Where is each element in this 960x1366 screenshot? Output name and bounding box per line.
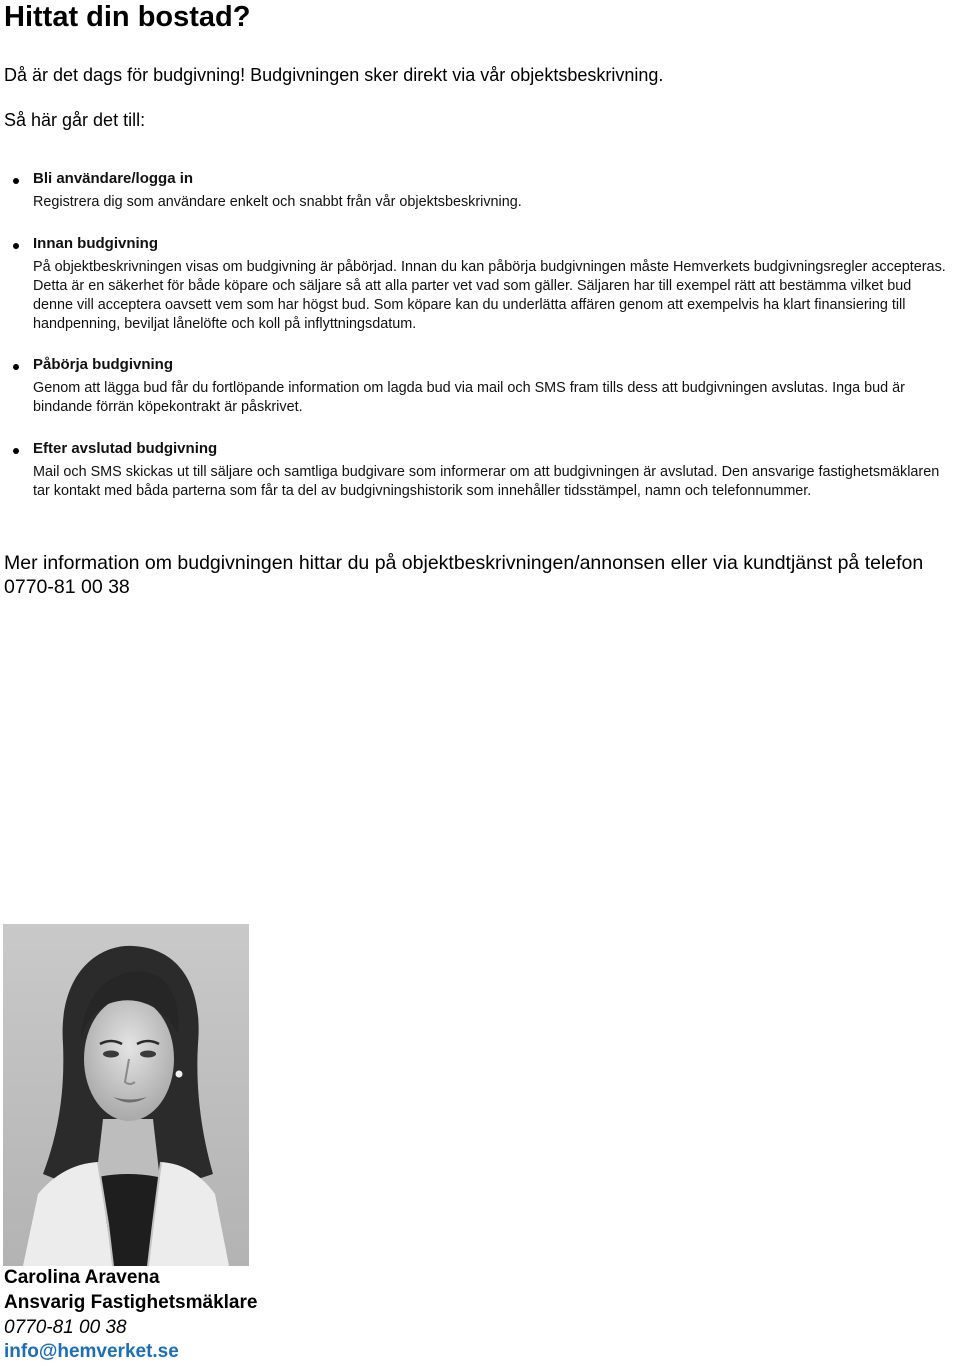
agent-email-container — [4, 1340, 179, 1364]
bullet-icon — [13, 448, 19, 454]
agent-role: Ansvarig Fastighetsmäklare — [4, 1292, 258, 1313]
step-body: Registrera dig som användare enkelt och snabbt från vår objektsbeskrivning. — [33, 194, 522, 210]
step-title: Bli användare/logga in — [33, 170, 194, 187]
agent-phone: 0770-81 00 38 — [4, 1317, 127, 1338]
step-body: Mail och SMS skickas ut till säljare och samtliga budgivare som informerar om att budgivningen är avslutad. Den ansvarige fastighetsmäklaren tar kontakt med båda parterna som får ta del av budgivningshistorik som innehåller tidsstämpel, namn och telefonnummer. — [33, 464, 940, 499]
agent-name: Carolina Aravena — [4, 1267, 160, 1288]
intro-text: Då är det dags för budgivning! Budgivningen sker direkt via vår objektsbeskrivning. — [4, 65, 664, 85]
bullet-icon — [13, 178, 19, 184]
page-title: Hittat din bostad? — [4, 1, 251, 33]
more-info-text: Mer information om budgivningen hittar du på objektbeskrivningen/annonsen eller via kundtjänst på telefon 0770-81 00 38 — [4, 552, 924, 598]
step-body: Genom att lägga bud får du fortlöpande information om lagda bud via mail och SMS fram tills dess att budgivningen avslutas. Inga bud är bindande förrän köpekontrakt är påskrivet. — [33, 380, 905, 415]
agent-email-link[interactable]: info@hemverket.se — [4, 1341, 179, 1362]
agent-photo — [3, 924, 249, 1266]
step-title: Påbörja budgivning — [33, 356, 174, 373]
step-title: Efter avslutad budgivning — [33, 440, 218, 457]
step-body: På objektbeskrivningen visas om budgivning är påbörjad. Innan du kan påbörja budgivningen måste Hemverkets budgivningsregler accepteras. Detta är en säkerhet för både köpare och säljare så att alla parter vet vad som gäller. Säljaren har till exempel rätt att bestämma vilket bud denne vill acceptera oavsett vem som har högst bud. Som köpare kan du underlätta affären genom att exempelvis ha klart finansiering till handpenning, beviljat lånelöfte och koll på inflyttningsdatum. — [33, 259, 946, 332]
bullet-icon — [13, 364, 19, 370]
step-title: Innan budgivning — [33, 235, 158, 252]
intro-subheading: Så här går det till: — [4, 110, 146, 130]
bullet-icon — [13, 243, 19, 249]
